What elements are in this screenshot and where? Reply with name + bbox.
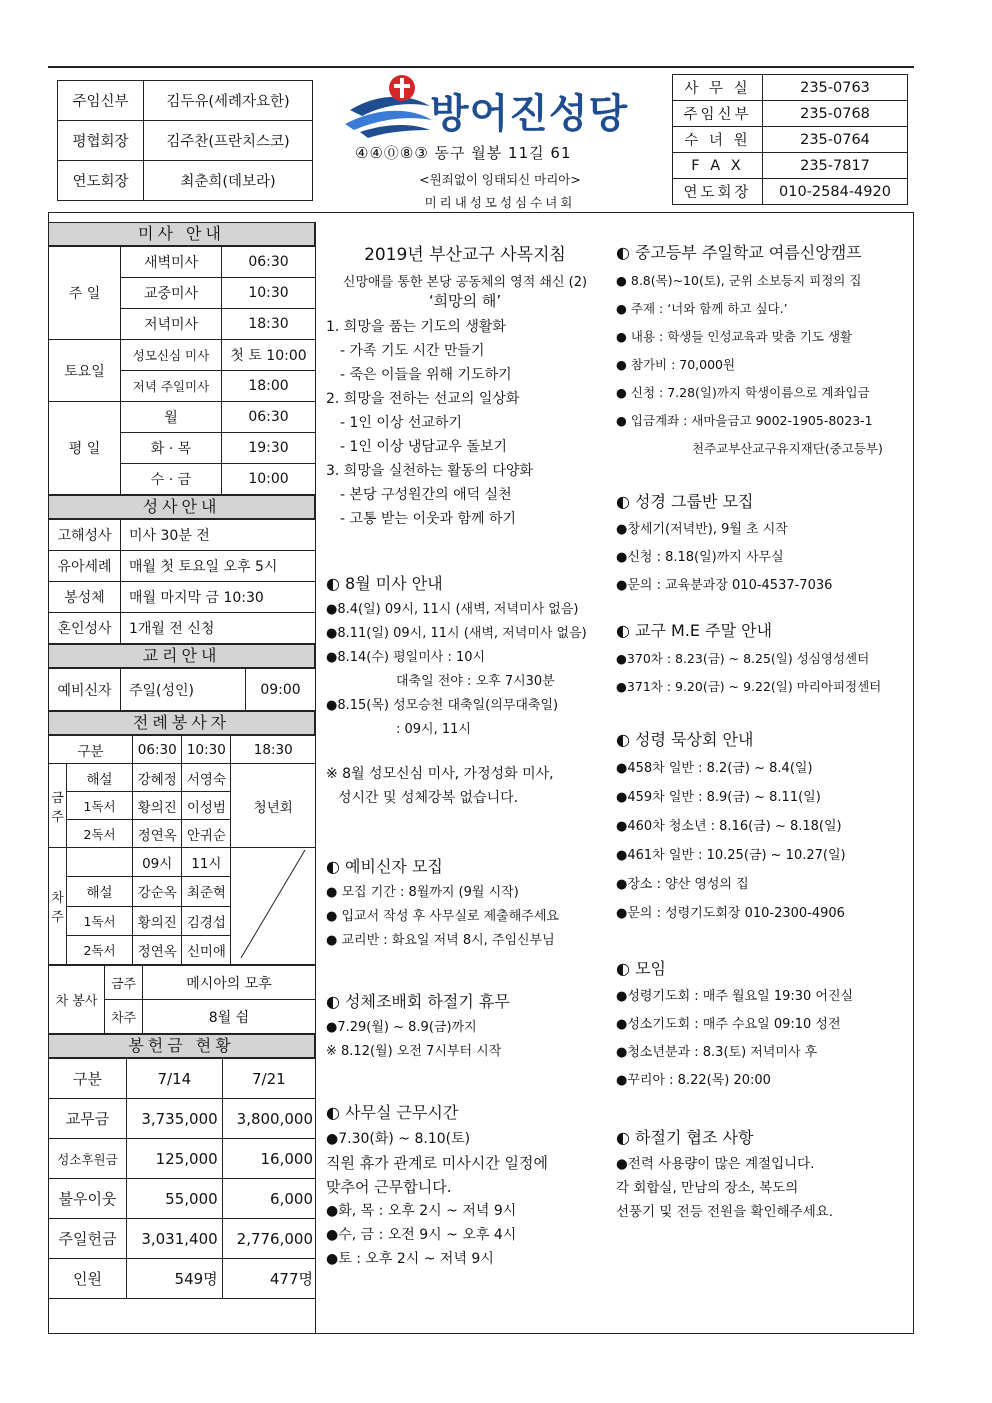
mass-name: 저녁미사: [121, 309, 222, 340]
pastoral-year: ‘희망의 해’: [428, 292, 502, 310]
catechumen-list: [326, 881, 604, 953]
office-line: ●화, 목 : 오후 2시 ~ 저녁 9시: [326, 1203, 517, 1219]
leader-label: 연도회장: [58, 161, 144, 201]
august-line: ●8.4(일) 09시, 11시 (새벽, 저녁미사 없음): [326, 602, 579, 617]
servers-header: 10:30: [182, 736, 231, 764]
diagonal-line: [239, 848, 307, 960]
server-name: 정연옥: [133, 935, 182, 964]
role-label: 2독서: [67, 820, 133, 848]
server-name: 황의진: [133, 906, 182, 935]
meeting-line: ●성소기도회 : 매주 수요일 09:10 성전: [616, 1017, 841, 1032]
meeting-line: ●꾸리아 : 8.22(목) 20:00: [616, 1073, 771, 1088]
spirit-line: ●459차 일반 : 8.9(금) ~ 8.11(일): [616, 790, 821, 805]
offering-amount: 3,800,000: [222, 1099, 315, 1139]
car-group: 8월 쉼: [143, 1000, 316, 1034]
doctrine-time: 09:00: [246, 669, 316, 711]
middle-column: [326, 240, 604, 1271]
spirit-line: ●461차 일반 : 10.25(금) ~ 10.27(일): [616, 848, 846, 863]
servers-table: [48, 735, 316, 965]
servers-header: 18:30: [231, 736, 316, 764]
contact-number: 235-0764: [763, 127, 908, 153]
adoration-title: ◐ 성체조배회 하절기 휴무: [326, 992, 510, 1011]
server-name: 황의진: [133, 792, 182, 820]
pastoral-line: 1. 희망을 품는 기도의 생활화: [326, 319, 506, 335]
spirit-list: [616, 754, 908, 928]
server-name: 정연옥: [133, 820, 182, 848]
me-title: ◐ 교구 M.E 주말 안내: [616, 621, 773, 640]
bible-line: ●신청 : 8.18(일)까지 사무실: [616, 550, 784, 565]
offering-amount: 477명: [222, 1259, 315, 1299]
offering-amount: 549명: [127, 1259, 223, 1299]
car-service-table: [48, 965, 316, 1034]
mass-time: 06:30: [222, 247, 316, 278]
offering-table: [48, 1058, 316, 1299]
week-label: 차주: [105, 1000, 143, 1034]
server-group: 청년회: [231, 764, 316, 848]
contact-table: [672, 74, 908, 205]
sacrament-info: 매월 첫 토요일 오후 5시: [121, 551, 316, 582]
week-label: 금주: [49, 764, 67, 848]
summer-line: 각 회합실, 만남의 장소, 복도의: [616, 1180, 799, 1196]
pastoral-line: - 가족 기도 시간 만들기: [340, 343, 485, 359]
mass-name: 성모신심 미사: [121, 340, 222, 371]
servers-header: 구분: [49, 736, 133, 764]
mass-name: 저녁 주일미사: [121, 371, 222, 402]
camp-line: ● 참가비 : 70,000원: [616, 357, 736, 372]
sacrament-info: 1개월 전 신청: [121, 613, 316, 644]
mass-day: 평 일: [49, 402, 121, 495]
august-line: : 09시, 11시: [396, 722, 471, 737]
church-address: ④④⓪⑧③ 동구 월봉 11길 61: [355, 144, 572, 162]
mass-time: 18:00: [222, 371, 316, 402]
camp-title: ◐ 중고등부 주일학교 여름신앙캠프: [616, 243, 862, 262]
week-label: 금주: [105, 966, 143, 1000]
sacrament-label: 혼인성사: [49, 613, 121, 644]
meeting-title: ◐ 모임: [616, 959, 666, 978]
office-line: 직원 휴가 관계로 미사시간 일정에: [326, 1154, 548, 1172]
mass-name: 화 · 목: [121, 433, 222, 464]
offering-label: 주일헌금: [49, 1219, 127, 1259]
church-motto: <원죄없이 잉태되신 마리아>: [419, 172, 581, 187]
mass-title: 미사 안내: [48, 222, 315, 246]
contact-number: 010-2584-4920: [763, 179, 908, 205]
mass-name: 수 · 금: [121, 464, 222, 495]
pastoral-line: - 본당 구성원간의 애덕 실천: [340, 487, 512, 503]
sacrament-info: 매월 마지막 금 10:30: [121, 582, 316, 613]
august-mass-list: [326, 598, 604, 742]
server-name: 최준혁: [182, 877, 231, 906]
role-label: 2독서: [67, 935, 133, 964]
camp-line: ● 주제 : ‘너와 함께 하고 싶다.’: [616, 301, 788, 316]
contact-label: 수 녀 원: [673, 127, 763, 153]
me-line: ●371차 : 9.20(금) ~ 9.22(일) 마리아피정센터: [616, 679, 882, 694]
pastoral-title: 2019년 부산교구 사목지침: [364, 245, 566, 265]
august-line: 대축일 전야 : 오후 7시30분: [396, 674, 555, 689]
contact-number: 235-7817: [763, 153, 908, 179]
contact-label: 주임신부: [673, 101, 763, 127]
leader-label: 주임신부: [58, 81, 144, 121]
adoration-line: ※ 8.12(월) 오전 7시부터 시작: [326, 1044, 502, 1059]
camp-line: ● 신청 : 7.28(일)까지 학생이름으로 계좌입금: [616, 385, 870, 400]
adoration-list: [326, 1016, 604, 1064]
offering-amount: 16,000: [222, 1139, 315, 1179]
august-note: [326, 762, 604, 810]
mass-time: 첫 토 10:00: [222, 340, 316, 371]
camp-line: ● 입금계좌 : 새마을금고 9002-1905-8023-1: [616, 413, 873, 428]
august-line: ●8.15(목) 성모승천 대축일(의무대축일): [326, 698, 559, 713]
august-line: ●8.14(수) 평일미사 : 10시: [326, 650, 486, 665]
offering-label: 인원: [49, 1259, 127, 1299]
bible-line: ●창세기(저녁반), 9월 초 시작: [616, 522, 788, 537]
summer-line: ●전력 사용량이 많은 계절입니다.: [616, 1156, 815, 1172]
camp-list: [616, 267, 908, 463]
offering-header: 구분: [49, 1059, 127, 1099]
contact-number: 235-0768: [763, 101, 908, 127]
doctrine-info: 주일(성인): [121, 669, 246, 711]
bible-list: [616, 516, 908, 600]
church-name: 방어진성당: [430, 91, 629, 137]
offering-header: 7/21: [222, 1059, 315, 1099]
leader-value: 최춘희(데보라): [144, 161, 313, 201]
offering-label: 교무금: [49, 1099, 127, 1139]
offering-label: 불우이웃: [49, 1179, 127, 1219]
offering-header: 7/14: [127, 1059, 223, 1099]
pastoral-line: - 1인 이상 냉담교우 돌보기: [340, 439, 507, 455]
mass-time: 18:30: [222, 309, 316, 340]
catechumen-line: ● 교리반 : 화요일 저녁 8시, 주임신부님: [326, 933, 555, 948]
server-name: 김경섭: [182, 906, 231, 935]
week-label: 차주: [49, 848, 67, 965]
server-name: 이성범: [182, 792, 231, 820]
sacrament-table: [48, 519, 316, 644]
server-name: 서영숙: [182, 764, 231, 792]
office-line: ●7.30(화) ~ 8.10(토): [326, 1131, 471, 1147]
doctrine-table: [48, 668, 316, 711]
summer-title: ◐ 하절기 협조 사항: [616, 1128, 754, 1147]
pastoral-line: - 고통 받는 이웃과 함께 하기: [340, 511, 517, 527]
contact-label: F A X: [673, 153, 763, 179]
me-line: ●370차 : 8.23(금) ~ 8.25(일) 성심영성센터: [616, 651, 870, 666]
pastoral-line: - 1인 이상 선교하기: [340, 415, 462, 431]
office-list: [326, 1127, 604, 1271]
me-list: [616, 645, 908, 701]
spirit-title: ◐ 성령 묵상회 안내: [616, 730, 754, 749]
mass-name: 새벽미사: [121, 247, 222, 278]
camp-line: ● 8.8(목)~10(토), 군위 소보등지 피정의 집: [616, 273, 862, 288]
offering-title: 봉헌금 현황: [48, 1034, 315, 1058]
contact-number: 235-0763: [763, 75, 908, 101]
offering-amount: 55,000: [127, 1179, 223, 1219]
role-label: 1독서: [67, 792, 133, 820]
doctrine-label: 예비신자: [49, 669, 121, 711]
spirit-line: ●460차 청소년 : 8.16(금) ~ 8.18(일): [616, 819, 842, 834]
office-title: ◐ 사무실 근무시간: [326, 1103, 459, 1122]
sacrament-title: 성사안내: [48, 495, 315, 519]
spirit-line: ●문의 : 성령기도회장 010-2300-4906: [616, 906, 845, 921]
mass-table: [48, 246, 316, 495]
contact-label: 연도회장: [673, 179, 763, 205]
pastoral-line: 3. 희망을 실천하는 활동의 다양화: [326, 463, 533, 479]
leader-table: [57, 80, 313, 201]
sacrament-label: 고해성사: [49, 520, 121, 551]
pastoral-line: 2. 희망을 전하는 선교의 일상화: [326, 391, 520, 407]
mass-day: 토요일: [49, 340, 121, 402]
pastoral-list: [326, 315, 604, 531]
servers-title: 전례봉사자: [48, 711, 315, 735]
office-line: ●수, 금 : 오전 9시 ~ 오후 4시: [326, 1227, 517, 1243]
office-line: 맞추어 근무합니다.: [326, 1178, 452, 1196]
camp-line: ● 내용 : 학생들 인성교육과 맞춤 기도 생활: [616, 329, 853, 344]
meeting-line: ●청소년분과 : 8.3(토) 저녁미사 후: [616, 1045, 818, 1060]
top-rule: [48, 66, 914, 68]
car-group: 메시아의 모후: [143, 966, 316, 1000]
pastoral-line: - 죽은 이들을 위해 기도하기: [340, 367, 512, 383]
spirit-line: ●458차 일반 : 8.2(금) ~ 8.4(일): [616, 761, 813, 776]
convent-name: 미리내성모성심수녀회: [424, 195, 576, 210]
sacrament-label: 봉성체: [49, 582, 121, 613]
role-label: 해설: [67, 877, 133, 906]
servers-header: 11시: [182, 848, 231, 877]
sacrament-info: 미사 30분 전: [121, 520, 316, 551]
servers-header: 06:30: [133, 736, 182, 764]
august-mass-title: ◐ 8월 미사 안내: [326, 574, 443, 593]
role-label: 해설: [67, 764, 133, 792]
camp-line: 천주교부산교구유지재단(중고등부): [692, 441, 883, 456]
offering-amount: 3,031,400: [127, 1219, 223, 1259]
catechumen-title: ◐ 예비신자 모집: [326, 857, 443, 876]
server-name: 강혜정: [133, 764, 182, 792]
role-label: 1독서: [67, 906, 133, 935]
mass-time: 10:30: [222, 278, 316, 309]
august-line: ●8.11(일) 09시, 11시 (새벽, 저녁미사 없음): [326, 626, 587, 641]
offering-amount: 3,735,000: [127, 1099, 223, 1139]
offering-amount: 6,000: [222, 1179, 315, 1219]
mass-time: 10:00: [222, 464, 316, 495]
offering-label: 성소후원금: [49, 1139, 127, 1179]
adoration-line: ●7.29(월) ~ 8.9(금)까지: [326, 1020, 477, 1035]
summer-list: [616, 1152, 908, 1224]
offering-amount: 2,776,000: [222, 1219, 315, 1259]
right-column: [616, 240, 908, 1224]
mass-name: 교중미사: [121, 278, 222, 309]
mass-day: 주 일: [49, 247, 121, 340]
server-name: 안귀순: [182, 820, 231, 848]
bible-title: ◐ 성경 그룹반 모집: [616, 492, 754, 511]
office-line: ●토 : 오후 2시 ~ 저녁 9시: [326, 1251, 494, 1267]
meeting-list: [616, 983, 908, 1095]
august-note-line: 성시간 및 성체강복 없습니다.: [338, 790, 519, 806]
meeting-line: ●성령기도회 : 매주 월요일 19:30 어진실: [616, 989, 854, 1004]
mass-time: 19:30: [222, 433, 316, 464]
offering-amount: 125,000: [127, 1139, 223, 1179]
leader-value: 김주찬(프란치스코): [144, 121, 313, 161]
doctrine-title: 교리안내: [48, 644, 315, 668]
spirit-line: ●장소 : 양산 영성의 집: [616, 877, 749, 892]
summer-line: 선풍기 및 전등 전원을 확인해주세요.: [616, 1204, 834, 1220]
mass-name: 월: [121, 402, 222, 433]
car-label: 차 봉사: [49, 966, 105, 1034]
sacrament-label: 유아세례: [49, 551, 121, 582]
bible-line: ●문의 : 교육분과장 010-4537-7036: [616, 578, 833, 593]
contact-label: 사 무 실: [673, 75, 763, 101]
catechumen-line: ● 모집 기간 : 8월까지 (9월 시작): [326, 885, 519, 900]
server-name: 강순옥: [133, 877, 182, 906]
left-column: [48, 222, 316, 1334]
leader-value: 김두유(세례자요한): [144, 81, 313, 121]
servers-header: 09시: [133, 848, 182, 877]
catechumen-line: ● 입교서 작성 후 사무실로 제출해주세요: [326, 909, 559, 924]
mass-time: 06:30: [222, 402, 316, 433]
pastoral-subtitle: 신망애를 통한 본당 공동체의 영적 쇄신 (2): [342, 275, 588, 290]
server-name: 신미애: [182, 935, 231, 964]
leader-label: 평협회장: [58, 121, 144, 161]
august-note-line: ※ 8월 성모신심 미사, 가정성화 미사,: [326, 766, 554, 782]
